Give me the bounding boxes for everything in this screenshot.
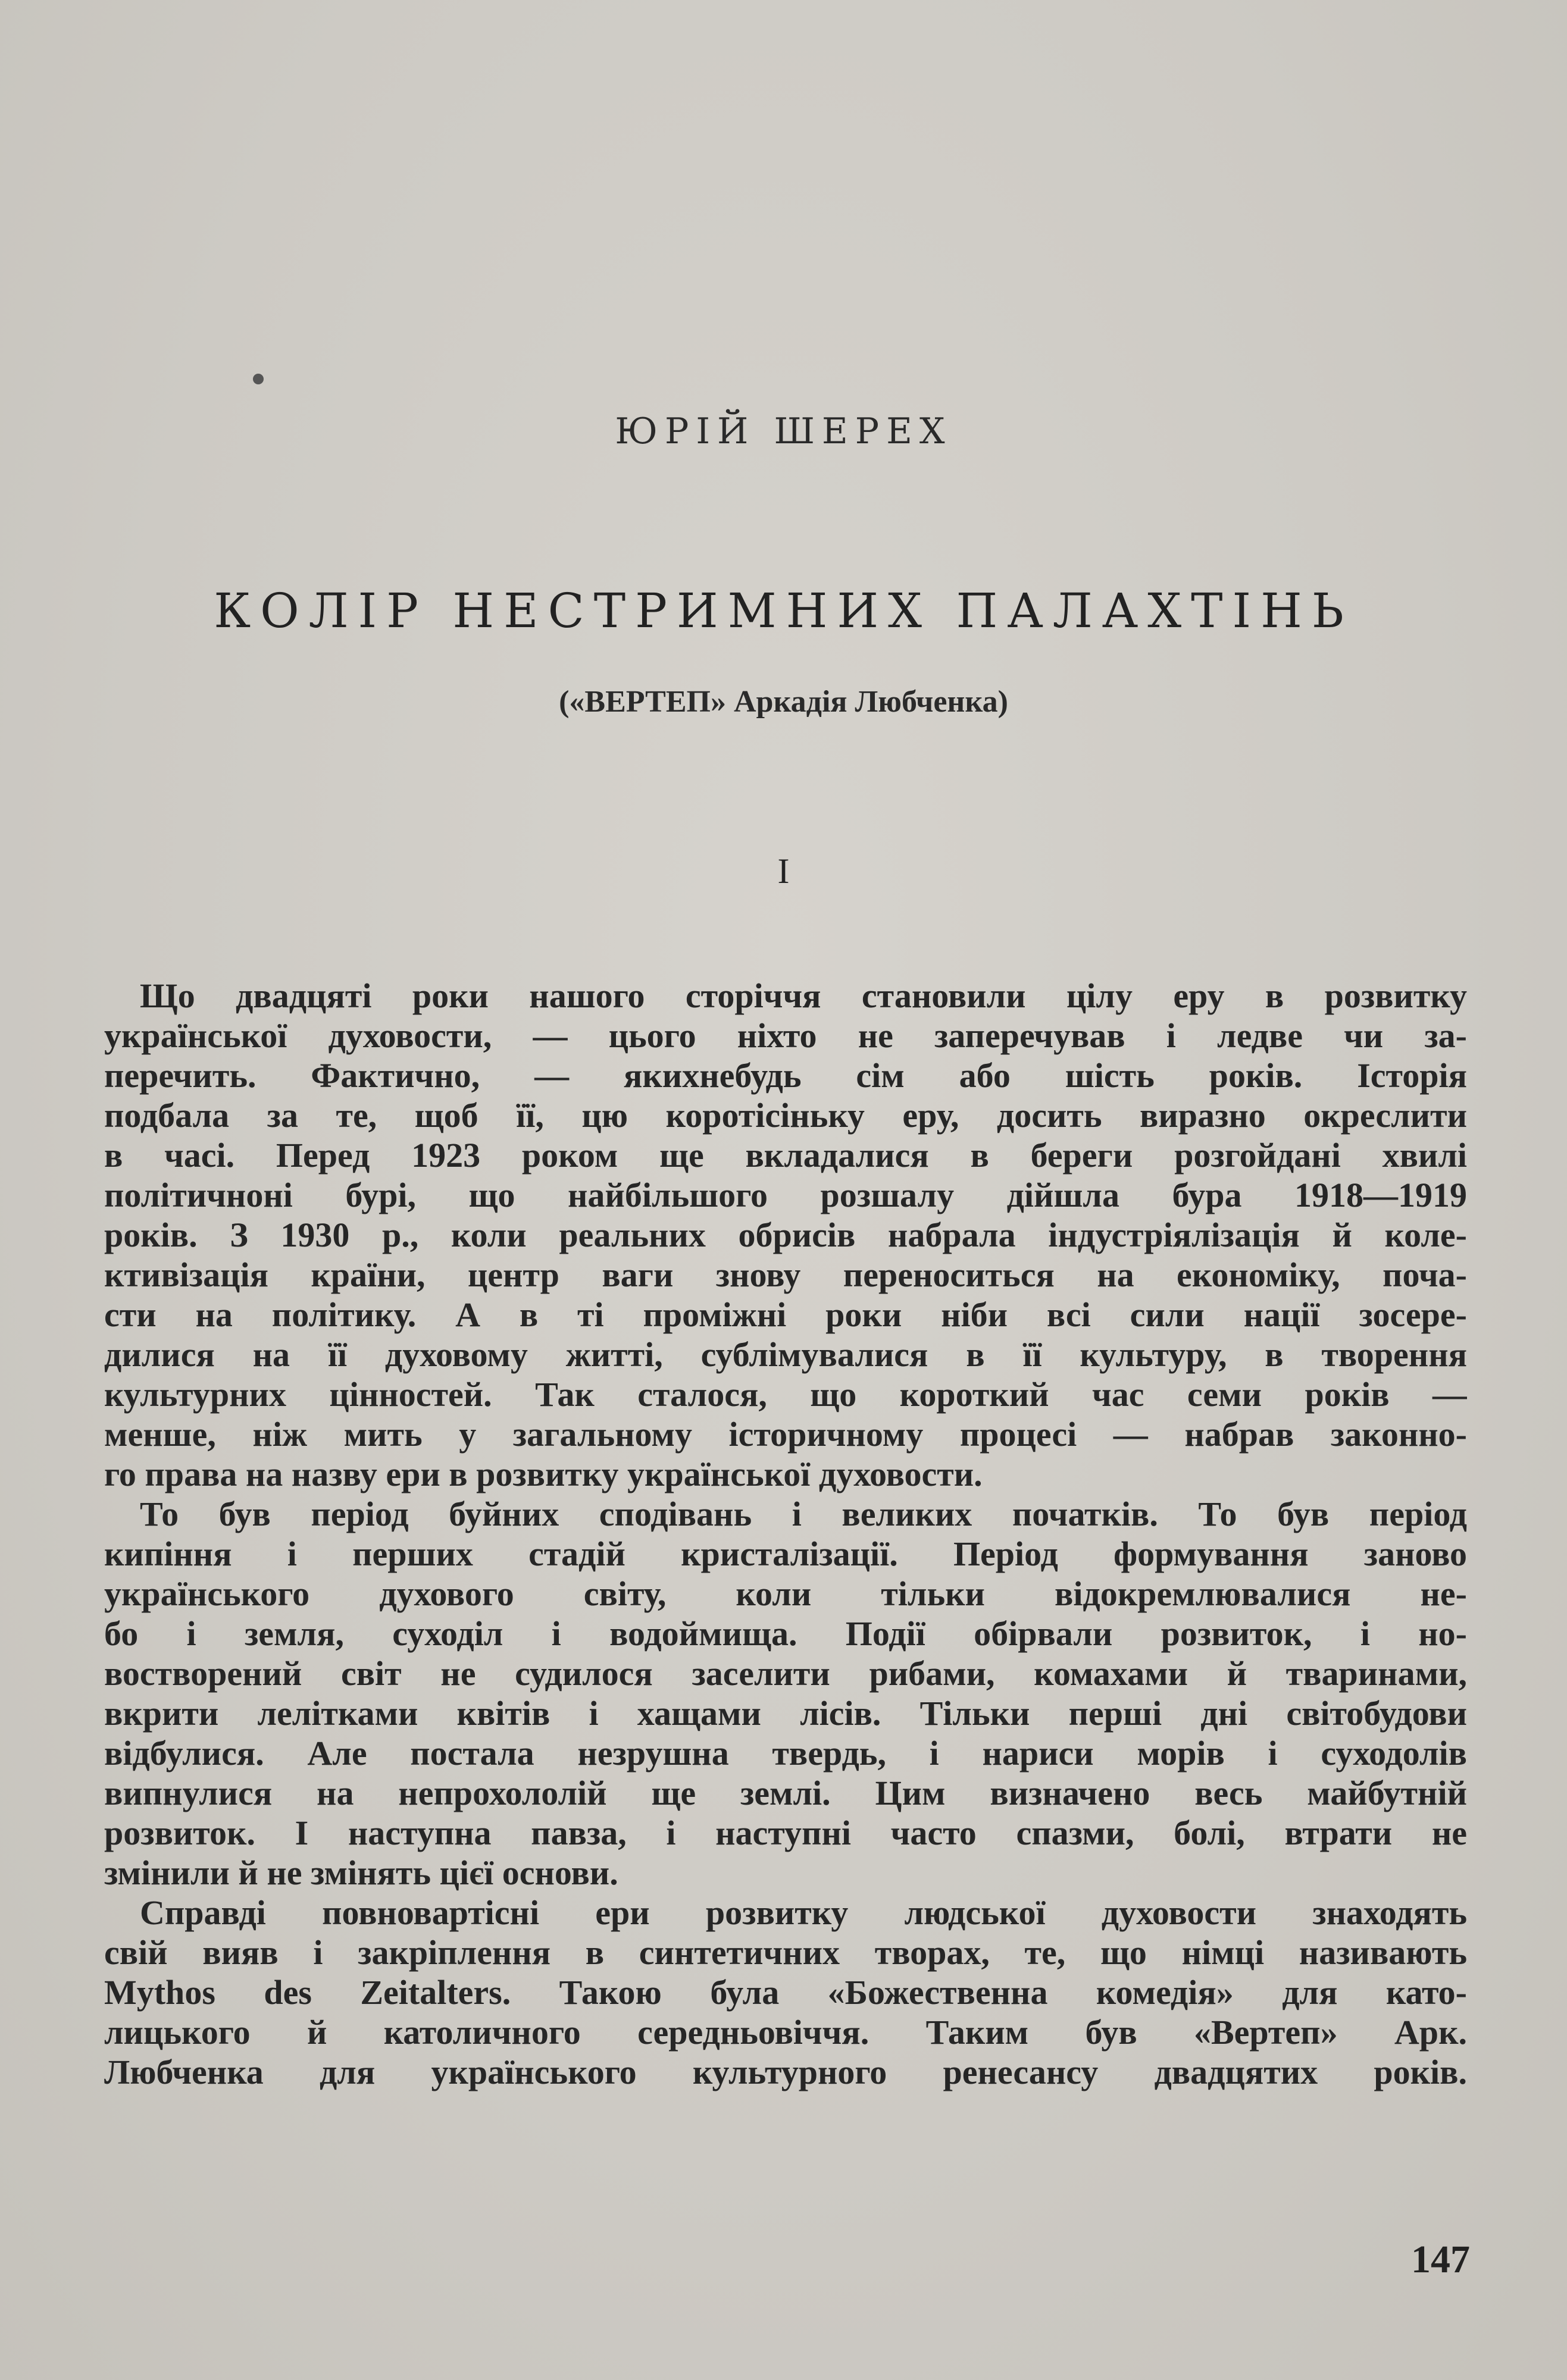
- section-number: I: [777, 851, 790, 891]
- text-line: ктивізація країни, центр ваги знову переноситься на економіку, поча-: [104, 1255, 1467, 1294]
- text-line: в часі. Перед 1923 роком ще вкладалися в береги розгойдані хвилі: [104, 1136, 1467, 1175]
- author-name: ЮРІЙ ШЕРЕХ: [615, 411, 952, 452]
- paragraph: [104, 976, 1467, 1494]
- text-line: відбулися. Але постала незрушна твердь, і нариси морів і суходолів: [104, 1734, 1467, 1773]
- paragraph: [104, 1494, 1467, 1893]
- text-line: сти на політику. А в ті проміжні роки ніби всі сили нації зосере-: [104, 1295, 1467, 1334]
- text-line: політичноні бурі, що найбільшого розшалу дійшла бура 1918—1919: [104, 1176, 1467, 1214]
- text-line: лицького й католичного середньовіччя. Таким був «Вертеп» Арк.: [104, 2013, 1467, 2052]
- text-line: Mythos des Zeitalters. Такою була «Божественна комедія» для като-: [104, 1973, 1467, 2012]
- text-line: розвиток. І наступна павза, і наступні часто спазми, болі, втрати не: [104, 1814, 1467, 1852]
- text-line: менше, ніж мить у загальному історичному процесі — набрав законно-: [104, 1415, 1467, 1454]
- text-line: випнулися на непрохололій ще землі. Цим визначено весь майбутній: [104, 1774, 1467, 1812]
- ink-speck: [253, 374, 264, 384]
- text-line: років. З 1930 р., коли реальних обрисів набрала індустріялізація й коле-: [104, 1216, 1467, 1254]
- body-text: [104, 976, 1467, 2092]
- text-line: го права на назву ери в розвитку української духовости.: [104, 1455, 983, 1493]
- page-number: 147: [1411, 2238, 1470, 2281]
- text-line: Справді повновартісні ери розвитку людської духовости знаходять: [140, 1893, 1467, 1932]
- text-line: українського духового світу, коли тільки відокремлювалися не-: [104, 1574, 1467, 1613]
- text-line: подбала за те, щоб її, цю коротісіньку еру, досить виразно окреслити: [104, 1096, 1467, 1135]
- essay-subtitle: («ВЕРТЕП» Аркадія Любченка): [559, 685, 1008, 719]
- text-line: кипіння і перших стадій кристалізації. Період формування заново: [104, 1535, 1467, 1573]
- text-line: То був період буйних сподівань і великих початків. То був період: [140, 1495, 1467, 1533]
- essay-title: КОЛІР НЕСТРИМНИХ ПАЛАХТІНЬ: [214, 583, 1353, 638]
- text-line: змінили й не змінять цієї основи.: [104, 1853, 618, 1892]
- text-line: дилися на її духовому житті, сублімувалися в її культуру, в творення: [104, 1335, 1467, 1374]
- text-line: свій вияв і закріплення в синтетичних творах, те, що німці називають: [104, 1933, 1467, 1972]
- paragraph: [104, 1893, 1467, 2092]
- text-line: Любченка для українського культурного ренесансу двадцятих років.: [104, 2053, 1467, 2091]
- text-line: Що двадцяті роки нашого сторіччя становили цілу еру в розвитку: [140, 976, 1467, 1015]
- text-line: перечить. Фактично, — якихнебудь сім або шість років. Історія: [104, 1056, 1467, 1095]
- text-line: вкрити лелітками квітів і хащами лісів. Тільки перші дні світобудови: [104, 1694, 1467, 1733]
- text-line: української духовости, — цього ніхто не заперечував і ледве чи за-: [104, 1016, 1467, 1055]
- text-line: востворений світ не судилося заселити рибами, комахами й тваринами,: [104, 1654, 1467, 1693]
- text-line: культурних цінностей. Так сталося, що короткий час семи років —: [104, 1375, 1467, 1414]
- text-line: бо і земля, суходіл і водоймища. Події обірвали розвиток, і но-: [104, 1614, 1467, 1653]
